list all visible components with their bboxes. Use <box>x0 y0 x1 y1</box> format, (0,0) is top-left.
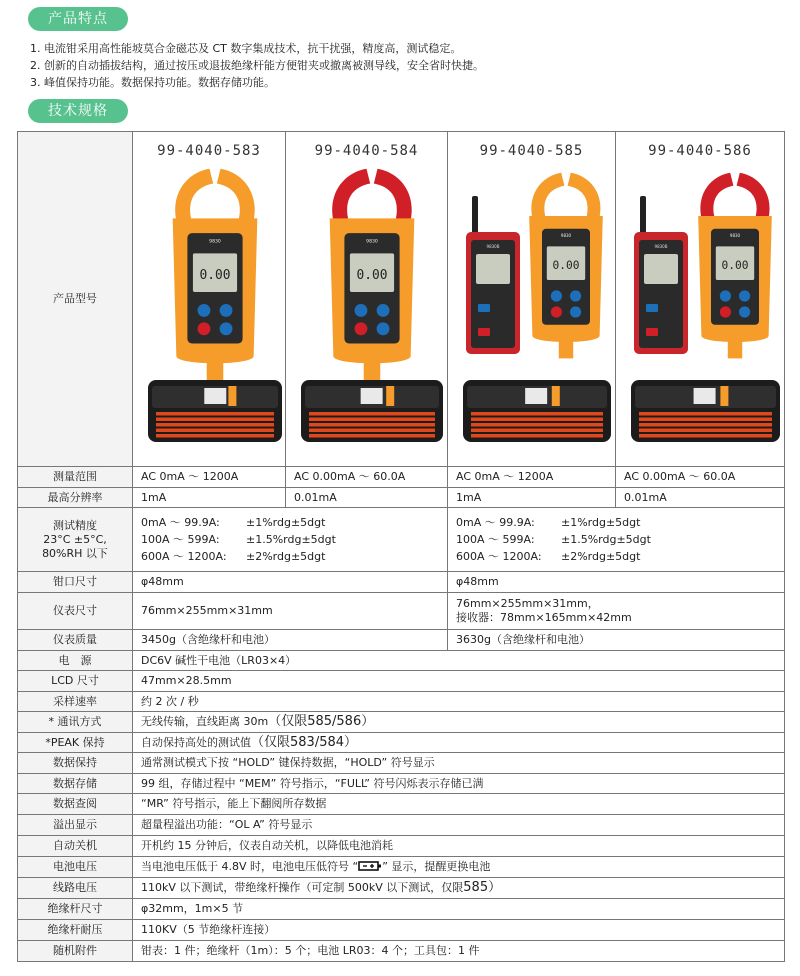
antenna <box>640 196 646 236</box>
mem-key <box>377 322 390 335</box>
resolution-585: 1mA <box>448 488 616 508</box>
range-585: AC 0mA ～ 1200A <box>448 467 616 488</box>
hold-key <box>198 304 211 317</box>
resolution-label: 最高分辨率 <box>18 488 133 508</box>
features-heading: 产品特点 <box>28 7 128 31</box>
power-value: DC6V 碱性干电池（LR03×4） <box>133 651 785 671</box>
meter-model-text: 9830 <box>560 232 572 238</box>
peak-value: 自动保持高处的测试值（仅限583/584） <box>133 733 785 753</box>
model-row <box>18 132 785 467</box>
jaw-585-586: φ48mm <box>448 572 785 593</box>
overflow-label: 溢出显示 <box>18 815 133 836</box>
insulating-rod <box>309 418 435 422</box>
line-voltage-note: 585） <box>463 880 502 895</box>
mem-key <box>220 322 233 335</box>
lcd-reading: 0.00 <box>356 268 388 284</box>
review-value: “MR” 符号指示，能上下翻阅所存数据 <box>133 794 785 815</box>
resolution-586: 0.01mA <box>616 488 785 508</box>
rate-value: 约 2 次 / 秒 <box>133 692 785 712</box>
rod-voltage-value: 110KV（5 节绝缘杆连接） <box>133 920 785 941</box>
size-label: 仪表尺寸 <box>18 593 133 630</box>
range-584: AC 0.00mA ～ 60.0A <box>286 467 448 488</box>
insulating-rod <box>639 418 772 422</box>
insulating-rod <box>156 423 274 427</box>
receiver-lcd <box>644 254 678 284</box>
lcd-reading: 0.00 <box>721 258 749 272</box>
resolution-583: 1mA <box>133 488 286 508</box>
hold-value: 通常测试模式下按 “HOLD” 键保持数据，“HOLD” 符号显示 <box>133 753 785 774</box>
store-value: 99 组，存储过程中 “MEM” 符号指示，“FULL” 符号闪烁表示存储已满 <box>133 774 785 794</box>
receiver-power-key <box>646 328 658 336</box>
insulating-rod <box>639 423 772 427</box>
power-key <box>355 322 368 335</box>
function-key <box>220 304 233 317</box>
range-586: AC 0.00mA ～ 60.0A <box>616 467 785 488</box>
clamp-meter <box>529 173 603 359</box>
feature-item-1: 1. 电流钳采用高性能坡莫合金磁芯及 CT 数字集成技术，抗干扰强，精度高，测试稳定。 <box>30 42 462 55</box>
receiver-lcd <box>476 254 510 284</box>
lcd-label: LCD 尺寸 <box>18 671 133 692</box>
rate-label: 采样速率 <box>18 692 133 712</box>
accessories-value: 钳表：1 件；绝缘杆（1m）：5 个；电池 LR03：4 个；工具包：1 件 <box>133 941 785 962</box>
meter-model-text: 9830 <box>366 239 378 245</box>
manual-card <box>694 388 716 404</box>
spec-heading: 技术规格 <box>28 99 128 123</box>
meter-in-bag <box>720 386 728 406</box>
wireless-receiver <box>466 196 520 354</box>
clamp-meter <box>330 169 415 382</box>
autooff-value: 开机约 15 分钟后，仪表自动关机，以降低电池消耗 <box>133 836 785 857</box>
rod-connector <box>207 362 224 382</box>
rod-size-label: 绝缘杆尺寸 <box>18 899 133 920</box>
insulating-rod <box>156 412 274 416</box>
model-code: 99-4040-586 <box>648 143 752 159</box>
function-key <box>739 290 750 301</box>
model-code: 99-4040-584 <box>314 143 419 159</box>
peak-note: （仅限583/584） <box>251 734 358 750</box>
function-key <box>570 290 581 301</box>
model-code: 99-4040-585 <box>479 143 584 159</box>
accuracy-585-586: 0mA ～ 99.9A: ±1%rdg±5dgt 100A ～ 599A: ±1.5%rdg±5dgt 600A ～ 1200A: ±2%rdg±5dgt <box>448 508 785 572</box>
insulating-rod <box>309 412 435 416</box>
model-code: 99-4040-583 <box>157 143 261 159</box>
antenna <box>472 196 478 236</box>
range-583: AC 0mA ～ 1200A <box>133 467 286 488</box>
insulating-rod <box>309 434 435 438</box>
receiver-key <box>478 304 490 312</box>
tool-bag <box>148 380 282 442</box>
model-cell-586 <box>616 132 785 467</box>
rod-connector <box>559 341 573 359</box>
line-voltage-value: 110kV 以下测试，带绝缘杆操作（可定制 500kV 以下测试，仅限585） <box>133 878 785 899</box>
rod-connector <box>364 362 381 382</box>
review-label: 数据查阅 <box>18 794 133 815</box>
mass-585-586: 3630g（含绝缘杆和电池） <box>448 630 785 651</box>
comm-label: * 通讯方式 <box>18 712 133 733</box>
overflow-value: 超量程溢出功能：“OL A” 符号显示 <box>133 815 785 836</box>
power-key <box>198 322 211 335</box>
power-key <box>551 306 562 317</box>
line-voltage-label: 线路电压 <box>18 878 133 899</box>
insulating-rod <box>156 418 274 422</box>
insulating-rod <box>471 429 603 433</box>
receiver-power-key <box>478 328 490 336</box>
receiver-model-text: 9830B <box>654 244 668 249</box>
insulating-rod <box>639 434 772 438</box>
insulating-rod <box>639 412 772 416</box>
mass-label: 仪表质量 <box>18 630 133 651</box>
jaw-label: 钳口尺寸 <box>18 572 133 593</box>
accuracy-label: 测试精度 23°C ±5°C, 80%RH 以下 <box>18 508 133 572</box>
meter-model-text: 9830 <box>729 232 741 238</box>
size-585-586: 76mm×255mm×31mm， 接收器：78mm×165mm×42mm <box>448 593 785 630</box>
clamp-meter-image <box>141 164 289 454</box>
spec-table <box>17 131 785 962</box>
comm-note: （仅限585/586） <box>268 714 375 729</box>
model-label: 产品型号 <box>18 132 133 467</box>
peak-label: *PEAK 保持 <box>18 733 133 753</box>
clamp-meter <box>173 169 258 382</box>
rod-voltage-label: 绝缘杆耐压 <box>18 920 133 941</box>
accuracy-583-584: 0mA ～ 99.9A: ±1%rdg±5dgt 100A ～ 599A: ±1.5%rdg±5dgt 600A ～ 1200A: ±2%rdg±5dgt <box>133 508 448 572</box>
hold-key <box>720 290 731 301</box>
function-key <box>377 304 390 317</box>
autooff-label: 自动关机 <box>18 836 133 857</box>
insulating-rod <box>471 418 603 422</box>
clamp-meter <box>698 173 772 359</box>
insulating-rod <box>471 434 603 438</box>
battery-value: 当电池电压低于 4.8V 时，电池电压低符号 “ ” 显示，提醒更换电池 <box>133 857 785 878</box>
feature-item-2: 2. 创新的自动插拔结构，通过按压或退拔绝缘杆能方便钳夹或撤离被测导线，安全省时快捷。 <box>30 59 484 72</box>
meter-in-bag <box>552 386 560 406</box>
lcd-value: 47mm×28.5mm <box>133 671 785 692</box>
hold-key <box>355 304 368 317</box>
battery-low-icon <box>358 860 382 872</box>
mem-key <box>739 306 750 317</box>
accessories-label: 随机附件 <box>18 941 133 962</box>
model-cell-583 <box>133 132 286 467</box>
feature-item-3: 3. 峰值保持功能。数据保持功能。数据存储功能。 <box>30 76 275 89</box>
rod-size-value: φ32mm，1m×5 节 <box>133 899 785 920</box>
tool-bag <box>631 380 780 442</box>
hold-key <box>551 290 562 301</box>
insulating-rod <box>156 434 274 438</box>
resolution-584: 0.01mA <box>286 488 448 508</box>
manual-card <box>525 388 547 404</box>
comm-value: 无线传输，直线距离 30m（仅限585/586） <box>133 712 785 733</box>
model-cell-584 <box>286 132 448 467</box>
tool-bag <box>463 380 611 442</box>
rod-connector <box>728 341 742 359</box>
insulating-rod <box>156 429 274 433</box>
mass-583-584: 3450g（含绝缘杆和电池） <box>133 630 448 651</box>
insulating-rod <box>309 423 435 427</box>
meter-in-bag <box>386 386 394 406</box>
jaw-583-584: φ48mm <box>133 572 448 593</box>
clamp-meter-image <box>294 164 450 454</box>
store-label: 数据存储 <box>18 774 133 794</box>
receiver-model-text: 9830B <box>486 244 500 249</box>
range-label: 测量范围 <box>18 467 133 488</box>
tool-bag <box>301 380 443 442</box>
meter-model-text: 9830 <box>209 239 221 245</box>
meter-in-bag <box>228 386 236 406</box>
lcd-reading: 0.00 <box>199 268 231 284</box>
battery-label: 电池电压 <box>18 857 133 878</box>
insulating-rod <box>639 429 772 433</box>
lcd-reading: 0.00 <box>552 258 580 272</box>
model-cell-585 <box>448 132 616 467</box>
manual-card <box>361 388 383 404</box>
manual-card <box>204 388 226 404</box>
wireless-receiver <box>634 196 688 354</box>
insulating-rod <box>471 423 603 427</box>
insulating-rod <box>309 429 435 433</box>
insulating-rod <box>471 412 603 416</box>
hold-label: 数据保持 <box>18 753 133 774</box>
power-key <box>720 306 731 317</box>
clamp-meter-with-receiver-image <box>456 164 618 454</box>
power-label: 电 源 <box>18 651 133 671</box>
size-583-584: 76mm×255mm×31mm <box>133 593 448 630</box>
mem-key <box>570 306 581 317</box>
clamp-meter-with-receiver-image <box>624 164 787 454</box>
receiver-key <box>646 304 658 312</box>
